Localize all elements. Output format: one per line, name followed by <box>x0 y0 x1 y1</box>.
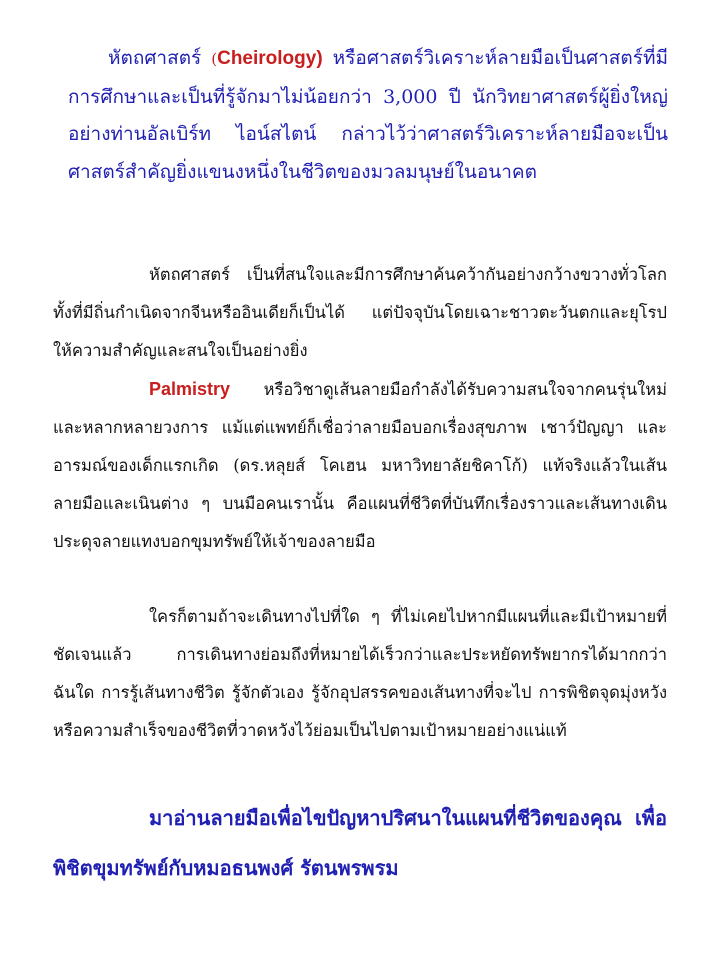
intro-term-cheirology: Cheirology) <box>217 48 323 69</box>
intro-paren-open: ( <box>211 50 218 68</box>
body-paragraph-2 <box>53 370 667 561</box>
intro-lead: หัตถศาสตร์ <box>108 47 202 69</box>
body-paragraph-3 <box>53 598 667 750</box>
paragraph-3-text: ใครก็ตามถ้าจะเดินทางไปที่ใด ๆ ที่ไม่เคยไปหากมีแผนที่และมีเป้าหมายที่ชัดเจนแล้ว การเดินทางย่อมถึงที่หมายได้เร็วกว่าและประหยัดทรัพยากรได้มากกว่าฉันใด การรู้เส้นทางชีวิต รู้จักตัวเอง รู้จักอุปสรรคของเส้นทางที่จะไป การพิชิตจุดมุ่งหวังหรือความสำเร็จของชีวิตที่วาดหวังไว้ย่อมเป็นไปตามเป้าหมายอย่างแน่แท้ <box>53 607 667 740</box>
paragraph-1-text: หัตถศาสตร์ เป็นที่สนใจและมีการศึกษาค้นคว้ากันอย่างกว้างขวางทั่วโลก ทั้งที่มีถิ่นกำเนิดจากจีนหรืออินเดียก็เป็นได้ แต่ปัจจุบันโดยเฉาะชาวตะวันตกและยุโรป ให้ความสำคัญและสนใจเป็นอย่างยิ่ง <box>53 265 667 360</box>
body-paragraph-1 <box>53 256 667 370</box>
intro-paragraph <box>68 40 668 191</box>
closing-text: มาอ่านลายมือเพื่อไขปัญหาปริศนาในแผนที่ชีวิตของคุณ เพื่อพิชิตขุมทรัพย์กับหมอธนพงศ์ รัตนพรพรม <box>53 806 667 880</box>
paragraph-2-text: หรือวิชาดูเส้นลายมือกำลังได้รับความสนใจจากคนรุ่นใหม่ และหลากหลายวงการ แม้แต่แพทย์ก็เชื่อว่าลายมือบอกเรื่องสุขภาพ เชาว์ปัญญา และอารมณ์ของเด็กแรกเกิด (ดร.หลุยส์ โคเฮน มหาวิทยาลัยชิคาโก้) แท้จริงแล้วในเส้นลายมือและเนินต่าง ๆ บนมือคนเรานั้น คือแผนที่ชีวิตที่บันทึกเรื่องราวและเส้นทางเดิน ประดุจลายแทงบอกขุมทรัพย์ให้เจ้าของลายมือ <box>53 380 667 551</box>
closing-paragraph <box>53 793 667 893</box>
palmistry-term: Palmistry <box>149 379 231 399</box>
intro-text: หรือศาสตร์วิเคราะห์ลายมือเป็นศาสตร์ที่มีการศึกษาและเป็นที่รู้จักมาไม่น้อยกว่า 3,000 ปี นักวิทยาศาสตร์ผู้ยิ่งใหญ่อย่างท่านอัลเบิร์ท ไอน์สไตน์ กล่าวไว้ว่าศาสตร์วิเคราะห์ลายมือจะเป็นศาสตร์สำคัญยิ่งแขนงหนึ่งในชีวิตของมวลมนุษย์ในอนาคต <box>68 47 669 183</box>
